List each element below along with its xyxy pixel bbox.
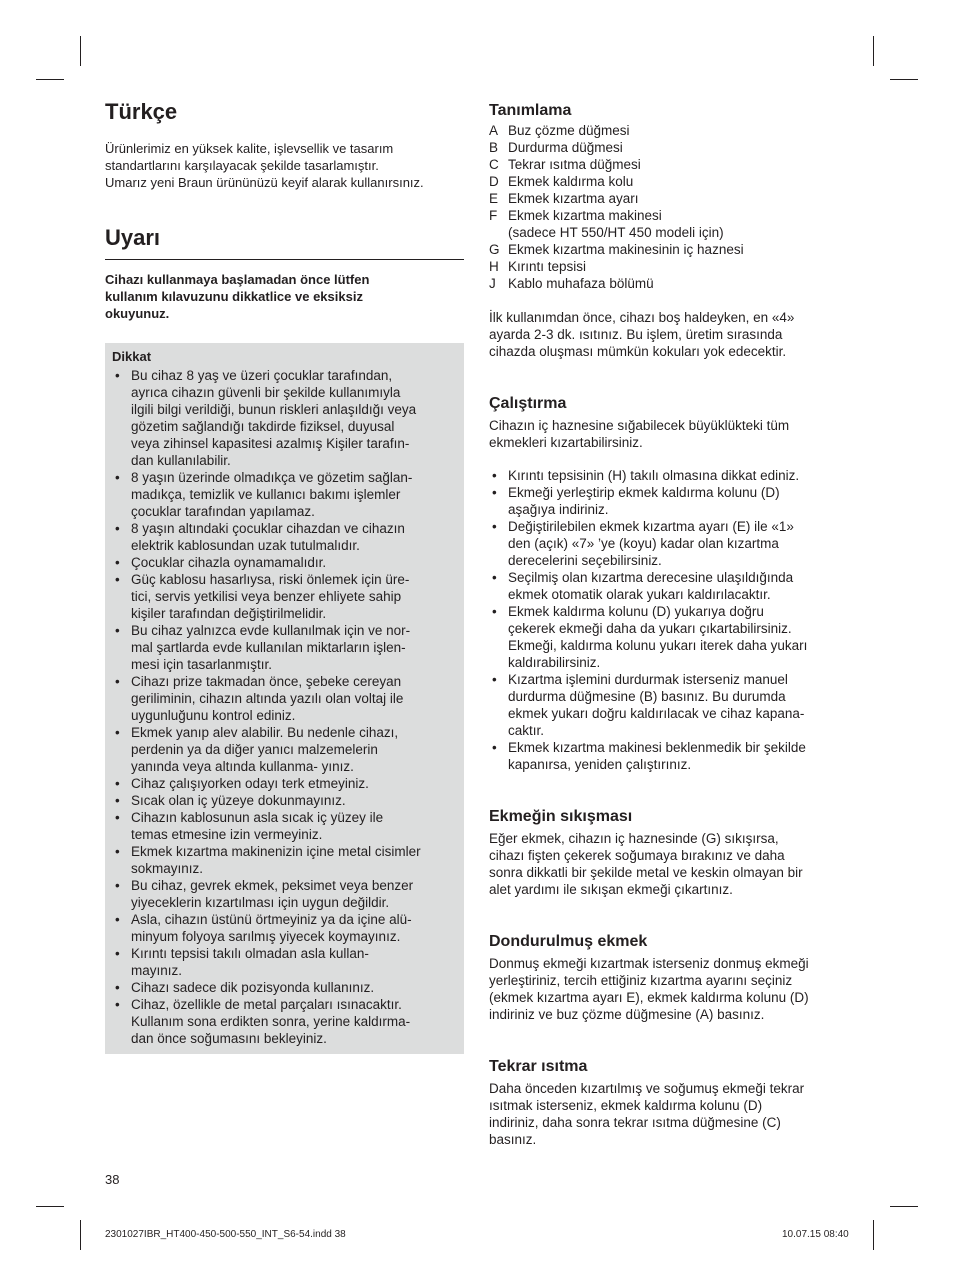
caution-item-line: Kullanım sona erdikten sonra, yerine kaldırma- [131, 1014, 411, 1029]
frozen-line: Donmuş ekmeği kızartmak isterseniz donmuş ekmeği [489, 956, 809, 971]
caution-item [112, 979, 457, 996]
footer-date: 10.07.15 08:40 [782, 1229, 849, 1240]
reheat-title: Tekrar ısıtma [489, 1058, 588, 1075]
caution-item-line: tici, servis yetkilisi veya benzer ehliyete sahip [131, 589, 402, 604]
operation-item-line: kaldırabilirsiniz. [508, 655, 601, 670]
first-use-line: İlk kullanımdan önce, cihazı boş haldeyken, en «4» [489, 310, 795, 325]
definition-text: Durdurma düğmesi [508, 140, 623, 155]
operation-item [489, 569, 849, 603]
warning-lead-line: Cihazı kullanmaya başlamadan önce lütfen [105, 272, 370, 287]
caution-item [112, 673, 457, 724]
caution-item [112, 945, 457, 979]
crop-mark [873, 36, 874, 66]
caution-item [112, 469, 457, 520]
crop-mark [36, 79, 64, 80]
definition-key: G [489, 242, 500, 257]
caution-item-line: yanında veya altında kullanma- yınız. [131, 759, 354, 774]
operation-item [489, 603, 849, 671]
caution-item-line: minyum folyoya sarılmış yiyecek koymayınız. [131, 929, 401, 944]
operation-intro-line: Cihazın iç haznesine sığabilecek büyüklükteki tüm [489, 418, 790, 433]
definition-key: A [489, 123, 499, 138]
caution-item-line: uygunluğunu kontrol ediniz. [131, 708, 296, 723]
frozen-paragraph [489, 955, 849, 1023]
warning-lead [105, 271, 464, 322]
caution-item-line: mayınız. [131, 963, 183, 978]
caution-item-line: • Cihazı sadece dik pozisyonda kullanınız. [131, 980, 375, 995]
caution-item [112, 911, 457, 945]
definition-item [489, 139, 849, 156]
caution-item [112, 554, 457, 571]
definition-text: Kırıntı tepsisi [508, 259, 587, 274]
caution-item [112, 724, 457, 775]
page-number: 38 [105, 1172, 120, 1187]
definition-item [489, 258, 849, 275]
caution-list [112, 367, 457, 1047]
frozen-title: Dondurulmuş ekmek [489, 933, 648, 950]
caution-item-line: • Cihaz, özellikle de metal parçaları ısınacaktır. [131, 997, 402, 1012]
page-title: Türkçe [105, 99, 178, 124]
definition-text: Ekmek kızartma makinesi [508, 208, 662, 223]
operation-item-line: • Kırıntı tepsisinin (H) takılı olmasına dikkat ediniz. [508, 468, 800, 483]
intro-line: Ürünlerimiz en yüksek kalite, işlevsellik ve tasarım [105, 141, 394, 156]
definition-key: H [489, 259, 499, 274]
definition-text: Ekmek kızartma makinesinin iç haznesi [508, 242, 744, 257]
operation-item-line: • Ekmeği yerleştirip ekmek kaldırma kolunu (D) [508, 485, 780, 500]
caution-item-line: sokmayınız. [131, 861, 204, 876]
definitions-title: Tanımlama [489, 102, 572, 119]
caution-box-title: Dikkat [112, 349, 152, 364]
definition-key: F [489, 208, 498, 223]
definition-text: Kablo muhafaza bölümü [508, 276, 654, 291]
caution-item [112, 571, 457, 622]
caution-item-line: gözetim sağlandığı takdirde fiziksel, duyusal [131, 419, 395, 434]
caution-item-line: • Bu cihaz yalnızca evde kullanılmak için ve nor- [131, 623, 411, 638]
caution-item-line: ilgili bilgi verildiği, bunun riskleri anlaşıldığı veya [131, 402, 417, 417]
caution-item [112, 996, 457, 1047]
operation-item-line: caktır. [508, 723, 545, 738]
caution-item-line: mal şartlarda evde kullanılan miktarların işlen- [131, 640, 406, 655]
operation-item-line: • Kızartma işlemini durdurmak isterseniz manuel [508, 672, 788, 687]
caution-item-line: • Cihaz çalışıyorken odayı terk etmeyiniz. [131, 776, 369, 791]
caution-item-line: çocuklar tarafından yapılamaz. [131, 504, 315, 519]
crop-mark [890, 79, 918, 80]
definition-item [489, 173, 849, 190]
crop-mark [80, 36, 81, 66]
definition-key: E [489, 191, 499, 206]
operation-item-line: çekerek ekmeği daha da yukarı çıkartabilirsiniz. [508, 621, 792, 636]
operation-item-line: ekmek otomatik olarak yukarı kaldırılacaktır. [508, 587, 771, 602]
caution-item-line: • Bu cihaz 8 yaş ve üzeri çocuklar tarafından, [131, 368, 393, 383]
caution-item-line: • Ekmek kızartma makinenizin içine metal cisimler [131, 844, 421, 859]
operation-item-line: • Seçilmiş olan kızartma derecesine ulaşıldığında [508, 570, 794, 585]
definition-key: B [489, 140, 499, 155]
right-column [489, 98, 849, 1148]
caution-item-line: • Ekmek yanıp alev alabilir. Bu nedenle cihazı, [131, 725, 399, 740]
caution-item-line: • 8 yaşın altındaki çocuklar cihazdan ve cihazın [131, 521, 405, 536]
reheat-line: basınız. [489, 1132, 537, 1147]
crop-mark [36, 1206, 64, 1207]
caution-item-line: • Kırıntı tepsisi takılı olmadan asla kullan- [131, 946, 369, 961]
definition-item [489, 156, 849, 173]
operation-intro [489, 417, 849, 451]
warning-title: Uyarı [105, 225, 161, 250]
first-use-line: cihazda oluşması mümkün kokuları yok edecektir. [489, 344, 787, 359]
caution-item [112, 877, 457, 911]
intro-line: Umarız yeni Braun ürününüzü keyif alarak kullanırsınız. [105, 175, 424, 190]
jam-title: Ekmeğin sıkışması [489, 808, 633, 825]
operation-item-line: durdurma düğmesine (B) basınız. Bu durumda [508, 689, 786, 704]
caution-item-line: kişiler tarafından değiştirilmelidir. [131, 606, 327, 621]
caution-box [105, 343, 464, 1054]
operation-item-line: kapanırsa, yeniden çalıştırınız. [508, 757, 692, 772]
jam-line: alet yardımı ile sıkışan ekmeği çıkartınız. [489, 882, 733, 897]
definition-key: J [489, 276, 496, 291]
caution-item-line: ayrıca cihazın güvenli bir şekilde kullanımıyla [131, 385, 401, 400]
definition-text: Tekrar ısıtma düğmesi [508, 157, 641, 172]
definition-text: Buz çözme düğmesi [508, 123, 630, 138]
operation-item-line: ekmek yukarı doğru kaldırılacak ve cihaz kapana- [508, 706, 805, 721]
frozen-line: yerleştiriniz, tercih ettiğiniz kızartma ayarını seçiniz [489, 973, 793, 988]
definition-item [489, 207, 849, 241]
definition-text: (sadece HT 550/HT 450 modeli için) [508, 225, 724, 240]
definitions-list [489, 122, 849, 292]
warning-lead-line: kullanım kılavuzunu dikkatlice ve eksiksiz [105, 289, 363, 304]
definition-item [489, 241, 849, 258]
operation-item [489, 671, 849, 739]
operation-intro-line: ekmekleri kızartabilirsiniz. [489, 435, 643, 450]
caution-item-line: elektrik kablosundan uzak tutulmalıdır. [131, 538, 360, 553]
definition-text: Ekmek kaldırma kolu [508, 174, 634, 189]
caution-item [112, 367, 457, 469]
intro-paragraph [105, 140, 464, 191]
operation-item [489, 467, 849, 484]
definition-item [489, 275, 849, 292]
operation-item-line: • Değiştirilebilen ekmek kızartma ayarı (E) ile «1» [508, 519, 794, 534]
left-column [105, 98, 464, 1054]
jam-line: Eğer ekmek, cihazın iç haznesinde (G) sıkışırsa, [489, 831, 779, 846]
caution-item [112, 809, 457, 843]
caution-item [112, 520, 457, 554]
caution-item-line: • Cihazın kablosunun asla sıcak iç yüzey ile [131, 810, 384, 825]
caution-item-line: yiyeceklerin kızartılması için uygun değildir. [131, 895, 390, 910]
caution-item-line: • Sıcak olan iç yüzeye dokunmayınız. [131, 793, 346, 808]
caution-item-line: dan önce soğumasını bekleyiniz. [131, 1031, 327, 1046]
caution-item-line: mesi için tasarlanmıştır. [131, 657, 273, 672]
jam-line: sonra dikkatli bir şekilde metal ve keskin olmayan bir [489, 865, 803, 880]
caution-item [112, 775, 457, 792]
caution-item-line: • Cihazı prize takmadan önce, şebeke cereyan [131, 674, 402, 689]
crop-mark [873, 1220, 874, 1250]
caution-item [112, 622, 457, 673]
caution-item-line: • Güç kablosu hasarlıysa, riski önlemek için üre- [131, 572, 410, 587]
caution-item-line: perdenin ya da diğer yanıcı malzemelerin [131, 742, 378, 757]
reheat-line: Daha önceden kızartılmış ve soğumuş ekmeği tekrar [489, 1081, 805, 1096]
caution-item-line: madıkça, temizlik ve kullanıcı bakımı işlemler [131, 487, 401, 502]
frozen-line: indiriniz ve buz çözme düğmesine (A) basınız. [489, 1007, 765, 1022]
operation-item [489, 518, 849, 569]
reheat-paragraph [489, 1080, 849, 1148]
first-use-paragraph [489, 309, 849, 360]
operation-title: Çalıştırma [489, 395, 567, 412]
jam-line: cihazı fişten çekerek soğumaya bırakınız ve daha [489, 848, 785, 863]
caution-item-line: dan kullanılabilir. [131, 453, 231, 468]
caution-item-line: • Bu cihaz, gevrek ekmek, peksimet veya benzer [131, 878, 414, 893]
definition-key: D [489, 174, 499, 189]
caution-item-line: • Çocuklar cihazla oynamamalıdır. [131, 555, 327, 570]
operation-item [489, 739, 849, 773]
operation-item-line: derecelerini seçebilirsiniz. [508, 553, 662, 568]
operation-item [489, 484, 849, 518]
first-use-line: ayarda 2-3 dk. ısıtınız. Bu işlem, üretim sırasında [489, 327, 783, 342]
definition-text: Ekmek kızartma ayarı [508, 191, 639, 206]
caution-item-line: geriliminin, cihazın altında yazılı olan voltaj ile [131, 691, 404, 706]
footer-file: 2301027IBR_HT400-450-500-550_INT_S6-54.indd 38 [105, 1229, 346, 1240]
crop-mark [890, 1206, 918, 1207]
warning-lead-line: okuyunuz. [105, 306, 170, 321]
reheat-line: indiriniz, daha sonra tekrar ısıtma düğmesine (C) [489, 1115, 781, 1130]
definition-item [489, 190, 849, 207]
operation-item-line: aşağıya indiriniz. [508, 502, 609, 517]
operation-item-line: • Ekmek kaldırma kolunu (D) yukarıya doğru [508, 604, 764, 619]
crop-mark [80, 1220, 81, 1250]
operation-list [489, 467, 849, 773]
caution-item-line: • 8 yaşın üzerinde olmadıkça ve gözetim sağlan- [131, 470, 413, 485]
definition-key: C [489, 157, 499, 172]
operation-item-line: Ekmeği, kaldırma kolunu yukarı iterek daha yukarı [508, 638, 808, 653]
frozen-line: (ekmek kızartma ayarı E), ekmek kaldırma kolunu (D) [489, 990, 809, 1005]
caution-item [112, 792, 457, 809]
caution-item-line: • Asla, cihazın üstünü örtmeyiniz ya da içine alü- [131, 912, 412, 927]
divider [105, 259, 464, 260]
intro-line: standartlarını karşılayacak şekilde tasarlamıştır. [105, 158, 379, 173]
caution-item [112, 843, 457, 877]
reheat-line: ısıtmak isterseniz, ekmek kaldırma kolunu (D) [489, 1098, 763, 1113]
operation-item-line: • Ekmek kızartma makinesi beklenmedik bir şekilde [508, 740, 806, 755]
jam-paragraph [489, 830, 849, 898]
operation-item-line: den (açık) «7» ’ye (koyu) kadar olan kızartma [508, 536, 779, 551]
caution-item-line: temas etmesine izin vermeyiniz. [131, 827, 323, 842]
definition-item [489, 122, 849, 139]
caution-item-line: veya zihinsel kapasitesi azalmış Kişiler tarafın- [131, 436, 410, 451]
